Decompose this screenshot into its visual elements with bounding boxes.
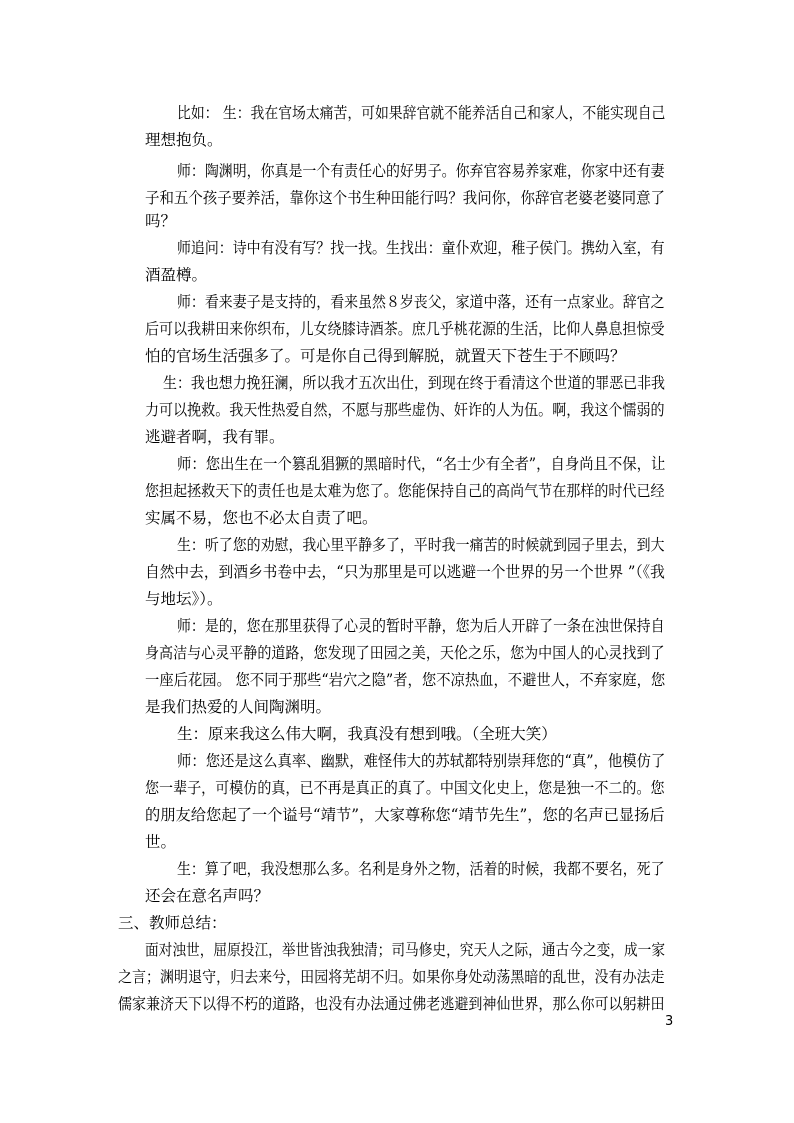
text-line: 自然中去，到酒乡书卷中去，“只为那里是可以逃避一个世界的另一个世界 ”（《我 [145, 563, 665, 581]
text-line: 力可以挽救。我天性热爱自然，不愿与那些虚伪、奸诈的人为伍。啊，我这个懦弱的 [145, 401, 665, 419]
text-line: 师：是的，您在那里获得了心灵的暂时平静，您为后人开辟了一条在浊世保持自 [177, 617, 665, 635]
text-line: 生：我也想力挽狂澜，所以我才五次出仕，到现在终于看清这个世道的罪恶已非我 [163, 374, 665, 392]
section-heading: 三、教师总结： [118, 914, 227, 932]
text-line: 世。 [145, 833, 177, 851]
text-line: 您一辈子，可模仿的真，已不再是真正的真了。中国文化史上，您是独一不二的。您 [145, 779, 665, 797]
text-line: 面对浊世，屈原投江，举世皆浊我独清；司马修史，究天人之际，通古今之变，成一家 [145, 941, 666, 959]
text-line: 实属不易，您也不必太自责了吧。 [145, 509, 378, 527]
text-line: 还会在意名声吗？ [145, 887, 270, 905]
text-line: 理想抱负。 [145, 131, 223, 149]
text-line: 师：您出生在一个篡乱猖獗的黑暗时代，“名士少有全者”，自身尚且不保，让 [177, 455, 666, 473]
text-line: 身高洁与心灵平静的道路，您发现了田园之美，天伦之乐，您为中国人的心灵找到了 [145, 644, 665, 662]
text-line: 与地坛》）。 [145, 590, 223, 608]
text-line: 怕的官场生活强多了。可是你自己得到解脱，就置天下苍生于不顾吗？ [145, 347, 626, 365]
text-line: 子和五个孩子要养活，靠你这个书生种田能行吗？我问你，你辞官老婆老婆同意了 [145, 189, 666, 207]
page-number: 3 [665, 1014, 674, 1029]
text-line: 酒盈樽。 [145, 266, 208, 284]
text-line: 儒家兼济天下以得不朽的道路，也没有办法通过佛老逃避到神仙世界，那么你可以躬耕田 [118, 995, 665, 1013]
text-line: 师追问：诗中有没有写？找一找。生找出：童仆欢迎，稚子侯门。携幼入室，有 [177, 239, 665, 257]
text-line: 一座后花园。 您不同于那些“岩穴之隐”者，您不凉热血，不避世人，不弃家庭，您 [145, 671, 666, 689]
text-line: 之言；渊明退守，归去来兮，田园将芜胡不归。如果你身处动荡黑暗的乱世，没有办法走 [118, 968, 665, 986]
text-line: 生：算了吧，我没想那么多。名利是身外之物，活着的时候，我都不要名，死了 [177, 860, 665, 878]
text-line: 吗？ [145, 212, 177, 230]
text-line: 生：原来我这么伟大啊，我真没有想到哦。（全班大笑） [177, 725, 557, 743]
text-line: 师：看来妻子是支持的，看来虽然８岁丧父，家道中落，还有一点家业。辞官之 [177, 293, 665, 311]
text-line: 后可以我耕田来你织布，儿女绕膝诗酒茶。庶几乎桃花源的生活，比仰人鼻息担惊受 [145, 320, 665, 338]
text-line: 师：陶渊明，你真是一个有责任心的好男子。你弃官容易养家难，你家中还有妻 [177, 162, 665, 180]
text-line: 生：听了您的劝慰，我心里平静多了，平时我一痛苦的时候就到园子里去，到大 [177, 536, 665, 554]
text-line: 您担起拯救天下的责任也是太难为您了。您能保持自己的高尚气节在那样的时代已经 [145, 482, 665, 500]
text-line: 师：您还是这么真率、幽默，难怪伟大的苏轼都特别崇拜您的“真”，他模仿了 [177, 752, 666, 770]
text-line: 的朋友给您起了一个谥号“靖节”，大家尊称您“靖节先生”，您的名声已显扬后 [145, 806, 665, 824]
text-line: 是我们热爱的人间陶渊明。 [145, 698, 332, 716]
text-line: 逃避者啊，我有罪。 [145, 428, 285, 446]
text-line: 比如： 生：我在官场太痛苦，可如果辞官就不能养活自己和家人，不能实现自己 [177, 104, 666, 122]
